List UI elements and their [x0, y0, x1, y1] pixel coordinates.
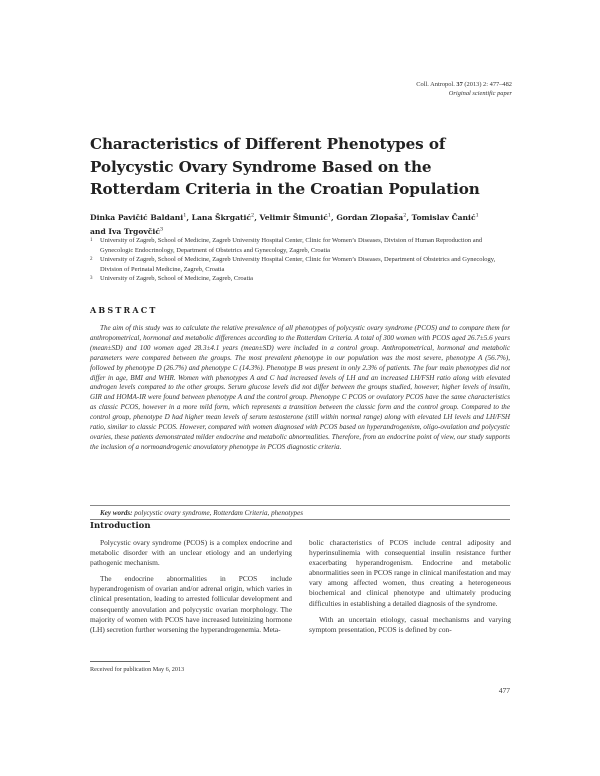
author: Gordan Zlopaša$^2$,	[336, 212, 412, 222]
author: Velimir Šimunić$^1$,	[259, 212, 337, 222]
paragraph: bolic characteristics of PCOS include central adiposity and hyperinsulinemia with consequential insulin resistance further exacerbating hyperandrogenism. Endocrine and metabolic abnormalities seen in PCOS range in clinical manifestation and may vary among affected women, thus creating a heterogeneous biochemical and clinical phenotype and ultimately producing difficulties in establishing a detailed diagnosis of the syndrome.	[309, 538, 511, 608]
author: Tomislav Čanić$^1$	[411, 212, 479, 222]
citation-volume: 37	[456, 81, 463, 88]
author-list	[90, 209, 510, 238]
journal-citation	[416, 80, 512, 98]
body-column-right	[309, 538, 511, 641]
affiliation-number: 1	[90, 238, 93, 243]
affiliation-number: 3	[90, 276, 93, 281]
author: Dinka Pavičić Baldani$^1$,	[90, 212, 192, 222]
keywords	[100, 509, 510, 517]
affiliation-number: 2	[90, 257, 93, 262]
author: Lana Škrgatić$^2$,	[191, 212, 260, 222]
keywords-label: Key words:	[100, 509, 133, 517]
footnote-divider	[90, 661, 150, 662]
affiliation	[90, 236, 510, 255]
paragraph: Polycystic ovary syndrome (PCOS) is a complex endocrine and metabolic disorder with an unclear etiology and an underlying pathogenic mechanism.	[90, 538, 292, 568]
affiliation-text: University of Zagreb, School of Medicine, Zagreb, Croatia	[100, 275, 254, 282]
body-column-left	[90, 538, 292, 641]
affiliation	[90, 255, 510, 274]
citation-line	[416, 80, 512, 89]
citation-suffix: (2013) 2: 477–482	[464, 81, 512, 88]
affiliation	[90, 274, 510, 284]
page-number: 477	[498, 686, 510, 695]
abstract-heading: ABSTRACT	[90, 305, 158, 315]
section-heading: Introduction	[90, 521, 151, 531]
paragraph: With an uncertain etiology, casual mechanisms and varying symptom presentation, PCOS is defined by con-	[309, 614, 511, 634]
paper-title: Characteristics of Different Phenotypes of Polycystic Ovary Syndrome Based on the Rotterdam Criteria in the Croatian Population	[90, 135, 480, 198]
paragraph: The endocrine abnormalities in PCOS include hyperandrogenism of ovarian and/or adrenal origin, which varies in clinical presentation, leading to arrested follicular development and consequently anovulation and polycystic ovarian morphology. The majority of women with PCOS have increased luteinizing hormone (LH) secretion further worsening the hyperandrogenemia. Meta-	[90, 574, 292, 634]
footnote: Received for publication May 6, 2013	[90, 666, 185, 673]
divider	[90, 505, 510, 506]
abstract-text: The aim of this study was to calculate the relative prevalence of all phenotypes of polycystic ovary syndrome (PCOS) and to compare them for anthropometrical, hormonal and metabolic differences according to the Rotterdam Criteria. A total of 300 women with PCOS aged 26.7±5.6 years (mean±SD) and 100 women aged 28.3±4.1 years (mean±SD) were included in a control group. Anthropometrical, hormonal and metabolic parameters were compared between the groups. The most prevalent phenotype in our population was the most severe, phenotype A (56.7%), followed by phenotype D (26.7%) and phenotype C (14.3%). Phenotype B was present in only 2.3% of patients. The four main phenotypes did not differ in age, BMI and WHR. Women with phenotypes A and C had increased levels of LH and an increased LH/FSH ratio along with elevated androgen levels compared to the other groups. Serum glucose levels did not differ between the groups studied, however, higher levels of insulin, GIR and HOMA-IR were found between phenotype A and the control group. Phenotype C PCOS or ovulatory PCOS have the same characteristics as classic PCOS, however in a more mild form, which represents a transition between the classic form and the control group. Compared to the control group, phenotype D had higher mean levels of serum testosterone (still within normal range) along with elevated LH levels and LH/FSH ratio, similar to classic PCOS. However, compared with women diagnosed with PCOS based on hyperandrogenism, oligo-ovulation and polycystic ovaries, these patients demonstrated milder endocrine and metabolic abnormalities. Therefore, from an endocrine point of view, our study supports the inclusion of a normoandrogenic anovulatory phenotype in PCOS diagnostic criteria.	[90, 324, 510, 451]
divider	[90, 519, 510, 520]
affiliation-text: University of Zagreb, School of Medicine, Zagreb University Hospital Center, Clinic for Women’s Diseases, Division of Human Reproduction and Gynecologic Endocrinology, Department of Obstetrics and Gynecology, Zagreb, Croatia	[100, 237, 483, 254]
author: and Iva Trgovčić$^3$	[90, 226, 164, 237]
article-type: Original scientific paper	[448, 90, 512, 97]
citation-prefix: Coll. Antropol.	[416, 81, 455, 88]
affiliation-text: University of Zagreb, School of Medicine, Zagreb University Hospital Center, Clinic for Women’s Diseases, Department of Obstetrics and Gynecology, Division of Perinatal Medicine, Zagreb, Croatia	[100, 256, 496, 273]
keywords-value: polycystic ovary syndrome, Rotterdam Criteria, phenotypes	[134, 509, 303, 517]
